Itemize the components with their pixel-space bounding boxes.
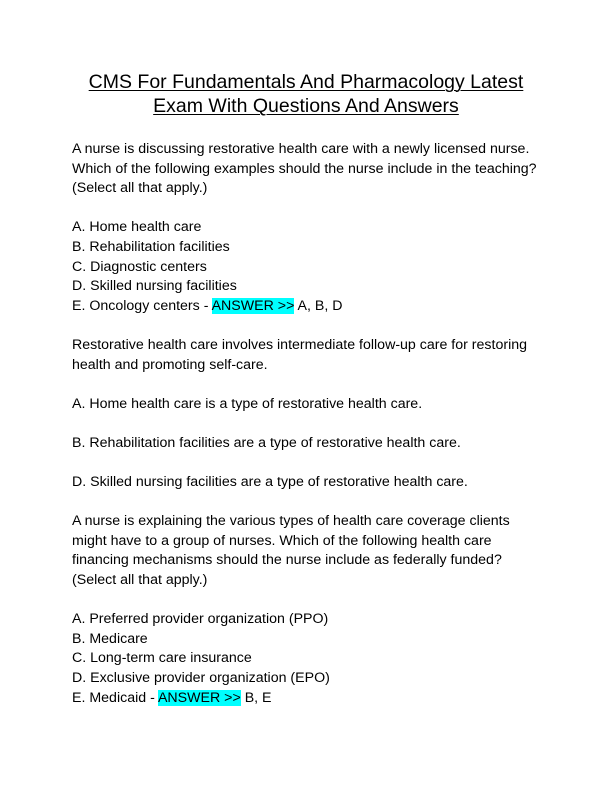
question-2-option: C. Long-term care insurance bbox=[72, 650, 252, 667]
question-2-option: A. Preferred provider organization (PPO) bbox=[72, 611, 329, 628]
question-2-option: D. Exclusive provider organization (EPO) bbox=[72, 670, 330, 687]
question-1-rationale: Restorative health care involves intermediate follow-up care for restoring health and promoting self-care. bbox=[72, 336, 528, 373]
question-2-text: A nurse is explaining the various types of health care coverage clients might have to a group of nurses. Which of the following health care financing mechanisms should the nurse include as federally funded? (Select all that apply.) bbox=[72, 513, 510, 589]
question-1-text: A nurse is discussing restorative health care with a newly licensed nurse. Which of the following examples should the nurse include in the teaching? (Select all that apply.) bbox=[72, 141, 537, 197]
question-1-explanation: B. Rehabilitation facilities are a type of restorative health care. bbox=[72, 434, 461, 451]
question-1-explanation: D. Skilled nursing facilities are a type of restorative health care. bbox=[72, 474, 468, 491]
question-1-last-option: E. Oncology centers - bbox=[72, 297, 212, 314]
title-line-2: Exam With Questions And Answers bbox=[153, 95, 459, 117]
question-1-option: B. Rehabilitation facilities bbox=[72, 238, 230, 255]
question-2-last-option: E. Medicaid - bbox=[72, 689, 158, 706]
document-title bbox=[72, 70, 540, 118]
question-2-answer-line bbox=[72, 689, 540, 709]
question-1-option: D. Skilled nursing facilities bbox=[72, 278, 237, 295]
answer-highlight: ANSWER >> bbox=[211, 297, 295, 314]
question-1-answer-value: A, B, D bbox=[294, 297, 343, 314]
question-1-option: A. Home health care bbox=[72, 219, 202, 236]
question-1-explanation: A. Home health care is a type of restorative health care. bbox=[72, 395, 423, 412]
question-2-answer-value: B, E bbox=[240, 689, 272, 706]
title-line-1: CMS For Fundamentals And Pharmacology Latest bbox=[88, 71, 524, 93]
question-1-answer-line bbox=[72, 297, 540, 317]
question-1-option: C. Diagnostic centers bbox=[72, 258, 207, 275]
question-2-option: B. Medicare bbox=[72, 630, 148, 647]
answer-highlight: ANSWER >> bbox=[157, 689, 241, 706]
